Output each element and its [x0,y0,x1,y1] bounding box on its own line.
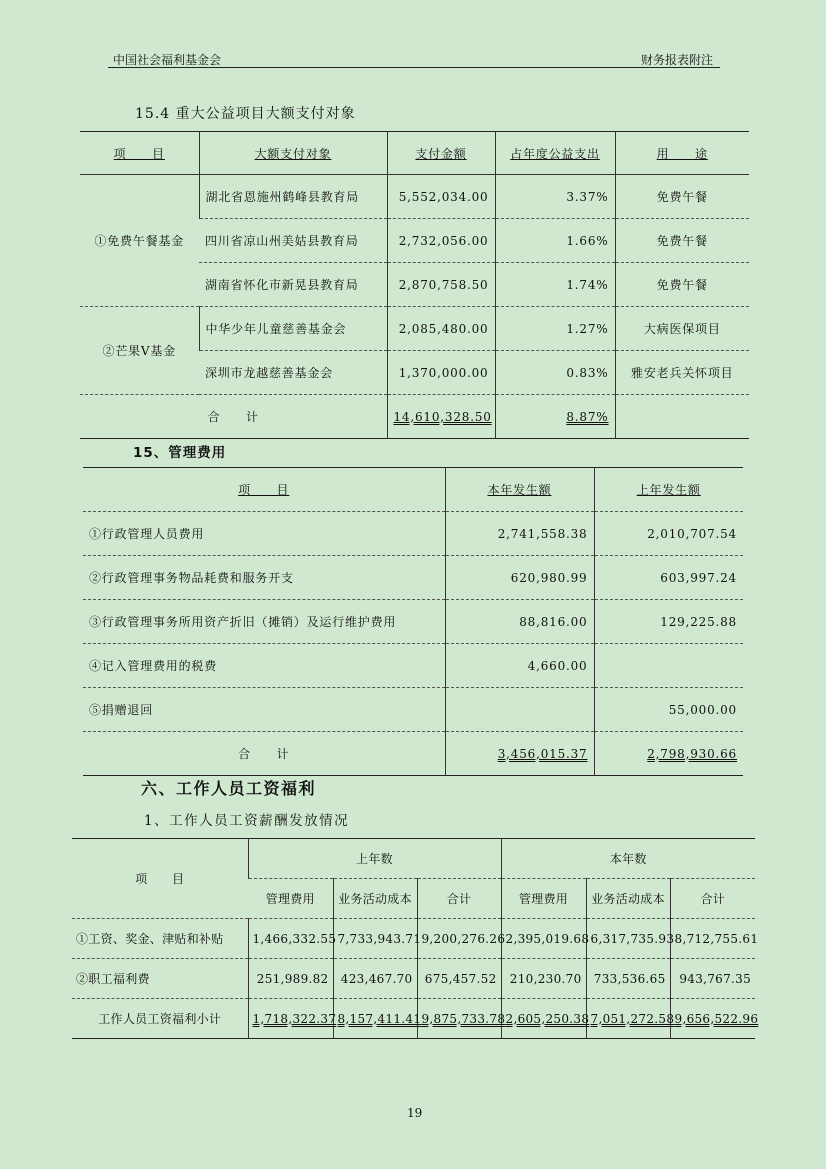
prior-amount: 55,000.00 [594,688,743,732]
col-header: 支付金额 [387,132,495,175]
percentage: 1.66% [495,219,615,263]
prior-amount: 2,010,707.54 [594,512,743,556]
total-prior: 2,798,930.66 [594,732,743,776]
management-expense-table [83,467,743,776]
table-row [83,644,743,688]
percentage: 3.37% [495,175,615,219]
prior-amount: 603,997.24 [594,556,743,600]
header-divider [108,67,720,68]
col-header: 占年度公益支出 [495,132,615,175]
total-label: 合 计 [207,410,259,424]
expense-item: ②行政管理事务物品耗费和服务开支 [83,556,445,600]
value-cell: 6,317,735.93 [586,919,670,959]
col-header: 合计 [417,879,501,919]
value-cell: 9,200,276.26 [417,919,501,959]
salary-item: ①工资、奖金、津贴和补贴 [72,919,248,959]
amount: 2,085,480.00 [387,307,495,351]
value-cell: 251,989.82 [248,959,333,999]
salary-table [72,838,759,1039]
value-cell: 1,718,322.37 [248,999,333,1039]
col-header: 业务活动成本 [586,879,670,919]
value-cell: 8,157,411.41 [333,999,417,1039]
prior-amount: 129,225.88 [594,600,743,644]
value-cell: 7,733,943.71 [333,919,417,959]
total-label: 合 计 [238,747,290,761]
table-header-row [83,468,743,512]
current-amount: 620,980.99 [445,556,594,600]
table-row [83,512,743,556]
col-header: 项 目 [80,132,199,175]
large-payment-table [80,131,749,439]
table-row [72,919,755,959]
expense-item: ④记入管理费用的税费 [83,644,445,688]
section-6-title: 六、工作人员工资福利 [141,779,317,798]
section-15-4-title: 15.4 重大公益项目大额支付对象 [135,106,356,122]
empty-cell [615,395,749,439]
table-header-row [72,839,755,879]
col-header: 上年发生额 [594,468,743,512]
section-6-subtitle: 1、工作人员工资薪酬发放情况 [144,813,350,829]
col-header: 管理费用 [501,879,586,919]
payee: 湖南省怀化市新晃县教育局 [199,263,387,307]
usage: 大病医保项目 [615,307,749,351]
expense-item: ⑤捐赠退回 [83,688,445,732]
value-cell: 943,767.35 [670,959,755,999]
col-header: 合计 [670,879,755,919]
value-cell: 423,467.70 [333,959,417,999]
percentage: 1.74% [495,263,615,307]
subtotal-label: 工作人员工资福利小计 [98,1012,222,1026]
amount: 2,870,758.50 [387,263,495,307]
project-name: ①免费午餐基金 [80,175,199,307]
expense-item: ③行政管理事务所用资产折旧（摊销）及运行维护费用 [83,600,445,644]
total-current: 3,456,015.37 [445,732,594,776]
payee: 四川省凉山州美姑县教育局 [199,219,387,263]
table-row [80,307,749,351]
prior-amount [594,644,743,688]
value-cell: 675,457.52 [417,959,501,999]
usage: 免费午餐 [615,263,749,307]
expense-item: ①行政管理人员费用 [83,512,445,556]
usage: 免费午餐 [615,219,749,263]
total-percentage: 8.87% [495,395,615,439]
col-header: 大额支付对象 [199,132,387,175]
current-amount: 4,660.00 [445,644,594,688]
section-15-title: 15、管理费用 [133,445,227,461]
header-doc-title: 财务报表附注 [641,53,714,67]
salary-item: ②职工福利费 [72,959,248,999]
value-cell: 1,466,332.55 [248,919,333,959]
value-cell: 210,230.70 [501,959,586,999]
prior-year-header: 上年数 [248,839,501,879]
value-cell: 9,656,522.96 [670,999,755,1039]
col-header: 管理费用 [248,879,333,919]
current-amount: 2,741,558.38 [445,512,594,556]
amount: 5,552,034.00 [387,175,495,219]
payee: 湖北省恩施州鹤峰县教育局 [199,175,387,219]
value-cell: 7,051,272.58 [586,999,670,1039]
col-header: 用 途 [615,132,749,175]
current-amount [445,688,594,732]
project-name: ②芒果Ⅴ基金 [80,307,199,395]
table-row [72,959,755,999]
subtotal-row [72,999,755,1039]
col-header: 业务活动成本 [333,879,417,919]
col-header: 本年发生额 [445,468,594,512]
table-row [83,600,743,644]
value-cell: 2,395,019.68 [501,919,586,959]
value-cell: 733,536.65 [586,959,670,999]
value-cell: 8,712,755.61 [670,919,755,959]
usage: 雅安老兵关怀项目 [615,351,749,395]
current-year-header: 本年数 [501,839,755,879]
item-header: 项 目 [72,839,248,919]
total-amount: 14,610,328.50 [387,395,495,439]
value-cell: 9,875,733.78 [417,999,501,1039]
col-header: 项 目 [83,468,445,512]
amount: 2,732,056.00 [387,219,495,263]
total-row [80,395,749,439]
value-cell: 2,605,250.38 [501,999,586,1039]
table-header-row [80,132,749,175]
current-amount: 88,816.00 [445,600,594,644]
payee: 中华少年儿童慈善基金会 [199,307,387,351]
table-row [83,688,743,732]
percentage: 1.27% [495,307,615,351]
header-org: 中国社会福利基金会 [113,53,222,67]
payee: 深圳市龙越慈善基金会 [199,351,387,395]
amount: 1,370,000.00 [387,351,495,395]
total-row [83,732,743,776]
page-number: 19 [407,1106,423,1120]
usage: 免费午餐 [615,175,749,219]
percentage: 0.83% [495,351,615,395]
table-row [80,175,749,219]
table-row [83,556,743,600]
